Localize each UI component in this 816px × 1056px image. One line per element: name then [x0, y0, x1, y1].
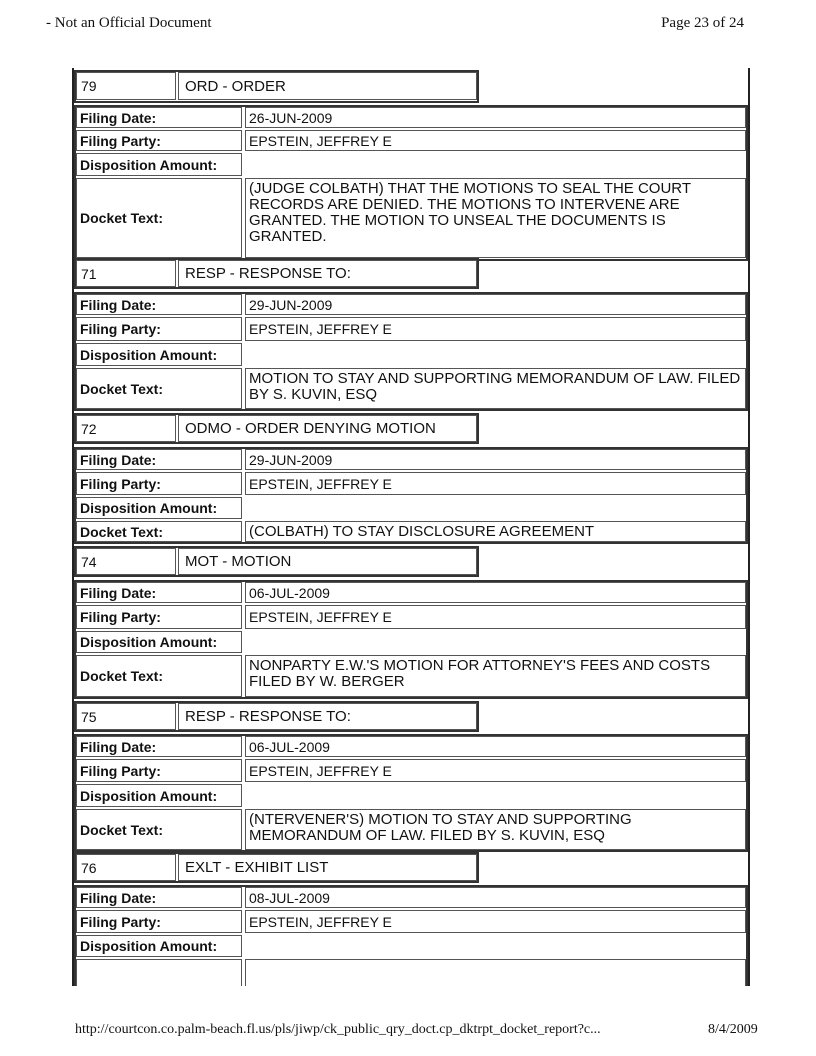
- disposition-amount-label: Disposition Amount:: [76, 784, 242, 807]
- filing-date-label: Filing Date:: [76, 582, 242, 603]
- filing-party-value: EPSTEIN, JEFFREY E: [245, 910, 746, 933]
- docket-text-label: Docket Text:: [76, 655, 242, 697]
- docket-text-label: Docket Text:: [76, 368, 242, 409]
- filing-date-label: Filing Date:: [76, 107, 242, 128]
- entry-code: RESP - RESPONSE TO:: [178, 260, 477, 287]
- filing-date-value: 06-JUL-2009: [245, 582, 746, 603]
- page-number: Page 23 of 24: [661, 15, 744, 31]
- filing-party-value: EPSTEIN, JEFFREY E: [245, 605, 746, 629]
- filing-date-value: 26-JUN-2009: [245, 107, 746, 128]
- filing-date-label: Filing Date:: [76, 449, 242, 470]
- disposition-amount-value: [245, 343, 746, 366]
- disposition-amount-value: [245, 784, 746, 807]
- disposition-amount-label: Disposition Amount:: [76, 631, 242, 653]
- entry-number: 71: [76, 260, 176, 287]
- filing-party-label: Filing Party:: [76, 472, 242, 495]
- footer-url: http://courtcon.co.palm-beach.fl.us/pls/jiwp/ck_public_qry_doct.cp_dktrpt_docket_report?c...: [75, 1022, 601, 1037]
- docket-text-value: (JUDGE COLBATH) THAT THE MOTIONS TO SEAL THE COURT RECORDS ARE DENIED. THE MOTIONS TO INTERVENE ARE GRANTED. THE MOTION TO UNSEAL THE DOCUMENTS IS GRANTED.: [245, 178, 746, 258]
- docket-text-value: (COLBATH) TO STAY DISCLOSURE AGREEMENT: [245, 521, 746, 542]
- filing-party-label: Filing Party:: [76, 130, 242, 151]
- entry-code: EXLT - EXHIBIT LIST: [178, 854, 477, 881]
- entry-number: 79: [76, 72, 176, 100]
- disposition-amount-value: [245, 631, 746, 653]
- filing-date-value: 06-JUL-2009: [245, 736, 746, 757]
- disposition-amount-value: [245, 497, 746, 519]
- entry-code: RESP - RESPONSE TO:: [178, 703, 477, 730]
- disposition-amount-value: [245, 935, 746, 957]
- docket-text-value: MOTION TO STAY AND SUPPORTING MEMORANDUM OF LAW. FILED BY S. KUVIN, ESQ: [245, 368, 746, 409]
- docket-text-cut-value: [245, 959, 746, 986]
- disposition-amount-value: [245, 153, 746, 176]
- disposition-amount-label: Disposition Amount:: [76, 497, 242, 519]
- filing-date-label: Filing Date:: [76, 887, 242, 908]
- docket-text-label: Docket Text:: [76, 809, 242, 850]
- footer: [75, 1022, 758, 1038]
- filing-date-value: 29-JUN-2009: [245, 449, 746, 470]
- filing-party-label: Filing Party:: [76, 759, 242, 782]
- filing-party-label: Filing Party:: [76, 317, 242, 341]
- header-notice: - Not an Official Document: [46, 15, 212, 31]
- disposition-amount-label: Disposition Amount:: [76, 935, 242, 957]
- entry-code: ORD - ORDER: [178, 72, 477, 100]
- docket-text-value: NONPARTY E.W.'S MOTION FOR ATTORNEY'S FEES AND COSTS FILED BY W. BERGER: [245, 655, 746, 697]
- entry-code: MOT - MOTION: [178, 548, 477, 575]
- filing-party-label: Filing Party:: [76, 605, 242, 629]
- filing-date-label: Filing Date:: [76, 736, 242, 757]
- filing-party-label: Filing Party:: [76, 910, 242, 933]
- entry-number: 72: [76, 415, 176, 442]
- filing-party-value: EPSTEIN, JEFFREY E: [245, 759, 746, 782]
- docket-text-value: (NTERVENER'S) MOTION TO STAY AND SUPPORTING MEMORANDUM OF LAW. FILED BY S. KUVIN, ESQ: [245, 809, 746, 850]
- docket-text-cut-label: [76, 959, 242, 986]
- docket-text-label: Docket Text:: [76, 521, 242, 542]
- entry-code: ODMO - ORDER DENYING MOTION: [178, 415, 477, 442]
- filing-date-value: 29-JUN-2009: [245, 294, 746, 315]
- docket-text-label: Docket Text:: [76, 178, 242, 258]
- footer-date: 8/4/2009: [708, 1022, 758, 1037]
- disposition-amount-label: Disposition Amount:: [76, 343, 242, 366]
- entry-number: 76: [76, 854, 176, 881]
- filing-party-value: EPSTEIN, JEFFREY E: [245, 130, 746, 151]
- filing-date-value: 08-JUL-2009: [245, 887, 746, 908]
- filing-party-value: EPSTEIN, JEFFREY E: [245, 472, 746, 495]
- entry-number: 74: [76, 548, 176, 575]
- filing-party-value: EPSTEIN, JEFFREY E: [245, 317, 746, 341]
- entry-number: 75: [76, 703, 176, 730]
- disposition-amount-label: Disposition Amount:: [76, 153, 242, 176]
- filing-date-label: Filing Date:: [76, 294, 242, 315]
